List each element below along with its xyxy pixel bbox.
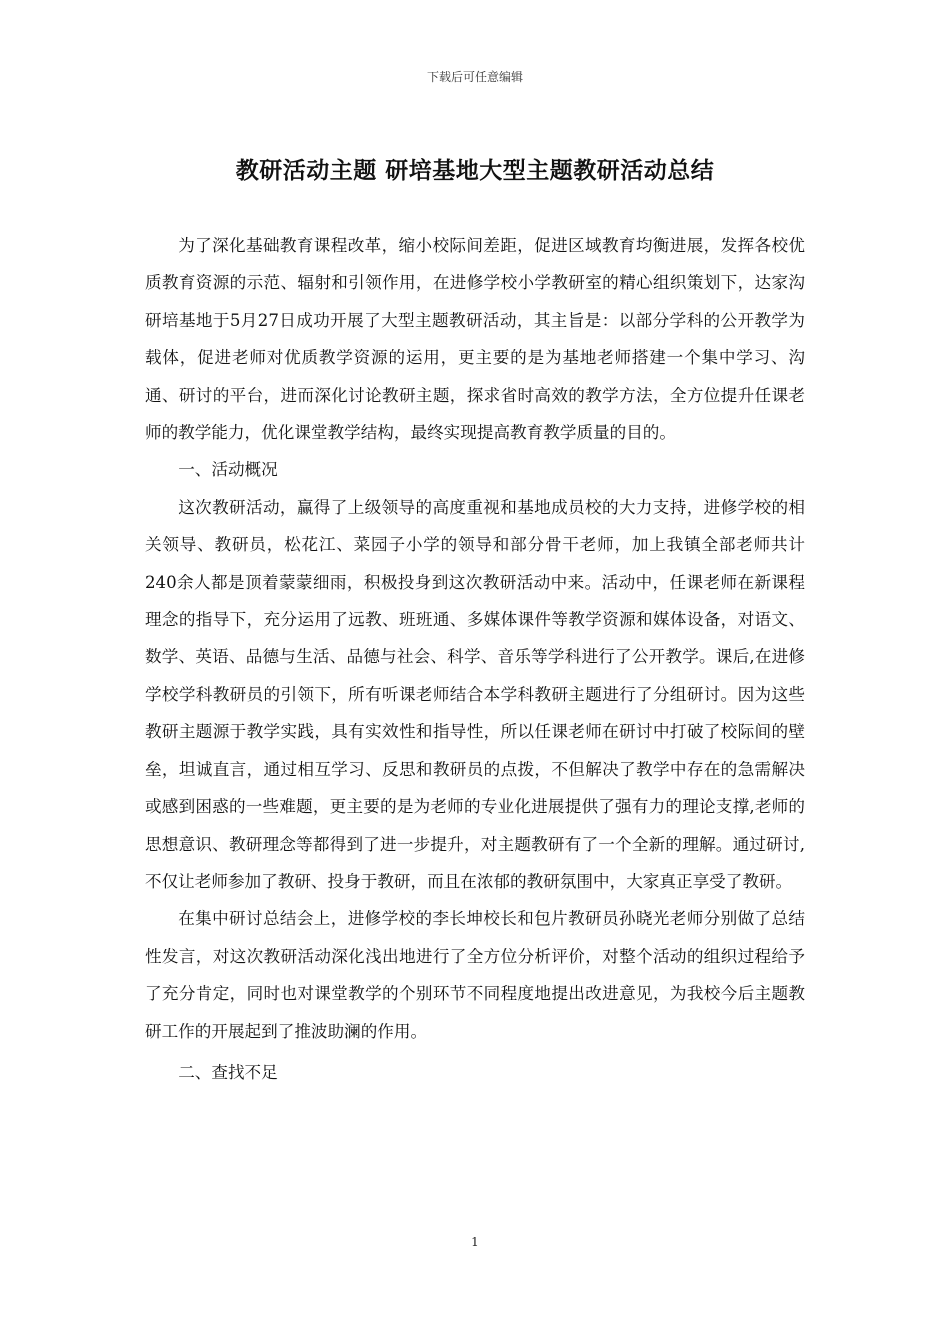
section-heading-overview: 一、活动概况 [178,460,278,480]
paragraph-summary-meeting: 在集中研讨总结会上，进修学校的李长坤校长和包片教研员孙晓光老师分别做了总结性发言，对这次教研活动深化浅出地进行了全方位分析评价，对整个活动的组织过程给予了充分肯定，同时也对课堂教学的个别环节不同程度地提出改进意见，为我校今后主题教研工作的开展起到了推波助澜的作用。 [145,909,805,1041]
paragraph-intro: 为了深化基础教育课程改革，缩小校际间差距，促进区域教育均衡进展，发挥各校优质教育资源的示范、辐射和引领作用，在进修学校小学教研室的精心组织策划下，达家沟研培基地于5月27日成功开展了大型主题教研活动，其主旨是：以部分学科的公开教学为载体，促进老师对优质教学资源的运用，更主要的是为基地老师搭建一个集中学习、沟通、研讨的平台，进而深化讨论教研主题，探求省时高效的教学方法，全方位提升任课老师的教学能力，优化课堂教学结构，最终实现提高教育教学质量的目的。 [145,236,805,443]
document-body [145,227,805,1091]
page-number: 1 [471,1235,479,1249]
page-header-note: 下载后可任意编辑 [426,70,523,84]
paragraph-overview: 这次教研活动，赢得了上级领导的高度重视和基地成员校的大力支持，进修学校的相关领导、教研员，松花江、菜园子小学的领导和部分骨干老师，加上我镇全部老师共计240余人都是顶着蒙蒙细雨，积极投身到这次教研活动中来。活动中，任课老师在新课程理念的指导下，充分运用了远教、班班通、多媒体课件等教学资源和媒体设备，对语文、数学、英语、品德与生活、品德与社会、科学、音乐等学科进行了公开教学。课后,在进修学校学科教研员的引领下，所有听课老师结合本学科教研主题进行了分组研讨。因为这些教研主题源于教学实践，具有实效性和指导性，所以任课老师在研讨中打破了校际间的壁垒，坦诚直言，通过相互学习、反思和教研员的点拨，不但解决了教学中存在的急需解决或感到困惑的一些难题，更主要的是为老师的专业化进展提供了强有力的理论支撑,老师的思想意识、教研理念等都得到了进一步提升，对主题教研有了一个全新的理解。通过研讨,不仅让老师参加了教研、投身于教研，而且在浓郁的教研氛围中，大家真正享受了教研。 [145,497,805,891]
section-heading-shortcomings: 二、查找不足 [178,1062,278,1082]
document-title: 教研活动主题 研培基地大型主题教研活动总结 [235,157,715,184]
